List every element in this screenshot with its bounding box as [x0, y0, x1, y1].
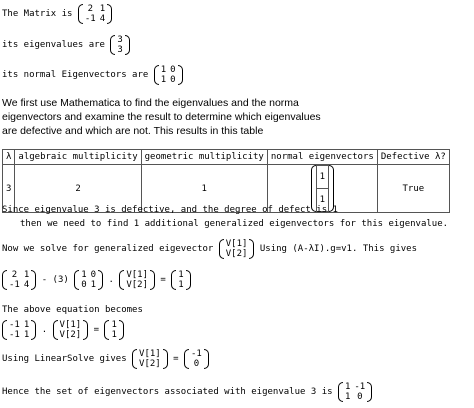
- intro-line-3: are defective and which are not. This results in this table: [2, 125, 264, 137]
- hence-matrix: [338, 382, 372, 402]
- header-algebraic: algebraic multiplicity: [15, 150, 141, 165]
- linearsolve-label: Using LinearSolve gives: [2, 353, 127, 364]
- linearsolve-result: [184, 349, 209, 369]
- cell: -1: [354, 382, 366, 392]
- eq1-identity: [74, 270, 103, 290]
- cell-lambda: 3: [3, 165, 15, 213]
- eq1-vector: [119, 270, 155, 290]
- linearsolve-vector: [132, 349, 168, 369]
- eq2-matrix: [2, 320, 36, 340]
- cell: 1: [23, 330, 30, 340]
- cell-geometric: 1: [141, 165, 267, 213]
- eq2-dot: .: [41, 324, 48, 335]
- cell: 1: [23, 320, 30, 330]
- cell: 0: [170, 65, 176, 75]
- eq1-dot: .: [108, 274, 114, 285]
- cell: 1: [316, 189, 328, 212]
- hence-label: Hence the set of eigenvectors associated with eigenvalue 3 is: [2, 386, 333, 397]
- intro-line-2: eigenvectors and examine the result to determine which eigenvalues: [2, 111, 321, 123]
- cell: 1: [178, 280, 184, 290]
- cell: 0: [357, 392, 363, 402]
- header-geometric: geometric multiplicity: [141, 150, 267, 165]
- cell: -1: [84, 14, 96, 24]
- defect-line-1: Since eigenvalue 3 is defective, and the degree of defect is 1: [2, 205, 338, 215]
- cell: V[2]: [225, 249, 248, 259]
- eigenvectors-matrix: [154, 65, 183, 85]
- solve-formula: (A-λI).g=v1. This gives: [292, 243, 417, 254]
- cell: 1: [160, 65, 167, 75]
- eq2-rhs: [104, 320, 123, 340]
- cell: V[1]: [139, 349, 161, 359]
- cell: 4: [23, 280, 30, 290]
- eq1-equals: =: [160, 274, 166, 285]
- cell: 0: [81, 280, 87, 290]
- cell: V[1]: [59, 320, 82, 330]
- cell: V[1]: [126, 270, 148, 280]
- header-lambda: λ: [3, 150, 15, 165]
- solve-using: Using: [259, 243, 287, 254]
- eq2-equals: =: [93, 324, 100, 335]
- eq2-vector: [53, 320, 89, 340]
- eigenvectors-label: its normal Eigenvectors are: [2, 69, 149, 80]
- header-defective: Defective λ?: [377, 150, 449, 165]
- cell: V[2]: [126, 280, 148, 290]
- cell: 1: [23, 270, 30, 280]
- cell: -1: [9, 320, 20, 330]
- cell: 1: [316, 166, 328, 189]
- cell: 0: [193, 359, 200, 369]
- equation-1: [2, 270, 191, 290]
- eq1-matrix-a: [2, 270, 36, 290]
- matrix-line: [2, 4, 112, 24]
- eigenvalues-vector: [110, 35, 129, 55]
- cell: V[2]: [139, 359, 161, 369]
- linearsolve-equals: =: [173, 353, 179, 364]
- intro-line-1: We first use Mathematica to find the eigenvalues and the norma: [2, 97, 299, 109]
- eq1-rhs: [171, 270, 190, 290]
- cell: -1: [9, 280, 20, 290]
- cell-defective: True: [377, 165, 449, 213]
- linearsolve-line: [2, 349, 209, 369]
- solve-label: Now we solve for generalized eigevector: [2, 243, 214, 254]
- cell: 2: [87, 4, 93, 14]
- cell: -1: [9, 330, 20, 340]
- cell: 4: [99, 14, 106, 24]
- eq1-minus: - (3): [41, 274, 69, 285]
- cell: 1: [344, 392, 351, 402]
- cell: 2: [11, 270, 18, 280]
- results-table: [2, 149, 450, 213]
- cell: 1: [344, 382, 351, 392]
- cell: V[2]: [59, 330, 82, 340]
- cell: 3: [117, 45, 123, 55]
- cell: 3: [117, 35, 123, 45]
- cell-algebraic: 2: [15, 165, 141, 213]
- cell: 1: [90, 280, 97, 290]
- cell: 1: [160, 75, 167, 85]
- solve-vector: [219, 239, 255, 259]
- eigenvalues-line: [2, 35, 130, 55]
- eigenvalues-label: its eigenvalues are: [2, 39, 105, 50]
- cell: 1: [81, 270, 87, 280]
- eigenvectors-line: [2, 65, 183, 85]
- defect-line-2: then we need to find 1 additional generalized eigenvectors for this eigenvalue.: [20, 219, 449, 229]
- table-header-row: [3, 150, 450, 165]
- solve-line: [2, 239, 417, 259]
- cell: 1: [178, 270, 184, 280]
- cell: 0: [170, 75, 176, 85]
- hence-line: [2, 382, 372, 402]
- cell: 1: [111, 320, 117, 330]
- above-line: The above equation becomes: [2, 305, 143, 315]
- cell: 0: [90, 270, 97, 280]
- cell: -1: [191, 349, 202, 359]
- cell: V[1]: [225, 239, 248, 249]
- matrix-a: [78, 4, 112, 24]
- equation-2: [2, 320, 124, 340]
- header-eigenvectors: normal eigenvectors: [267, 150, 377, 165]
- cell: 1: [99, 4, 106, 14]
- cell: 1: [111, 330, 117, 340]
- matrix-label: The Matrix is: [2, 8, 73, 19]
